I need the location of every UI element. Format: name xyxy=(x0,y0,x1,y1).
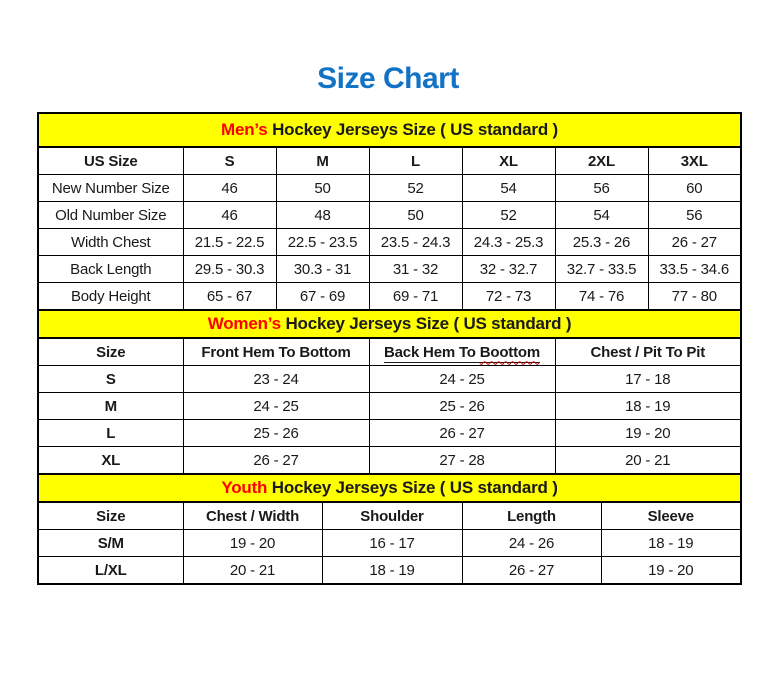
table-row xyxy=(38,557,741,585)
size-cell: 21.5 - 22.5 xyxy=(183,229,276,256)
size-cell: 19 - 20 xyxy=(555,420,741,447)
row-label: New Number Size xyxy=(38,175,183,202)
size-cell: 52 xyxy=(369,175,462,202)
youth-size-table xyxy=(37,473,742,585)
size-cell: 69 - 71 xyxy=(369,283,462,311)
size-cell: 23.5 - 24.3 xyxy=(369,229,462,256)
size-cell: 50 xyxy=(276,175,369,202)
table-row xyxy=(38,175,741,202)
size-cell: 23 - 24 xyxy=(183,366,369,393)
size-cell: 25 - 26 xyxy=(183,420,369,447)
size-cell: 26 - 27 xyxy=(369,420,555,447)
page-title: Size Chart xyxy=(317,62,459,95)
size-cell: 25 - 26 xyxy=(369,393,555,420)
youth-banner-highlight: Youth xyxy=(221,478,268,497)
column-header: M xyxy=(276,147,369,175)
size-cell: 72 - 73 xyxy=(462,283,555,311)
column-header: Size xyxy=(38,502,183,530)
size-cell: 19 - 20 xyxy=(183,530,322,557)
size-cell: 54 xyxy=(555,202,648,229)
table-row xyxy=(38,283,741,311)
womens-banner-highlight: Women’s xyxy=(207,314,281,333)
row-label: Body Height xyxy=(38,283,183,311)
mens-banner-row xyxy=(38,113,741,147)
row-label: L xyxy=(38,420,183,447)
table-row xyxy=(38,366,741,393)
size-cell: 65 - 67 xyxy=(183,283,276,311)
size-cell: 77 - 80 xyxy=(648,283,741,311)
table-row xyxy=(38,393,741,420)
row-label: S/M xyxy=(38,530,183,557)
column-header xyxy=(369,338,555,366)
row-label: Old Number Size xyxy=(38,202,183,229)
size-cell: 24 - 25 xyxy=(369,366,555,393)
column-header: XL xyxy=(462,147,555,175)
size-cell: 46 xyxy=(183,175,276,202)
size-cell: 17 - 18 xyxy=(555,366,741,393)
header-text: Back Hem To xyxy=(384,343,480,361)
size-cell: 16 - 17 xyxy=(322,530,462,557)
row-label: L/XL xyxy=(38,557,183,585)
size-cell: 54 xyxy=(462,175,555,202)
column-header: Chest / Width xyxy=(183,502,322,530)
youth-banner xyxy=(38,474,741,502)
size-cell: 22.5 - 23.5 xyxy=(276,229,369,256)
youth-banner-text: Hockey Jerseys Size ( US standard ) xyxy=(267,478,558,497)
size-cell: 24 - 26 xyxy=(462,530,601,557)
size-cell: 30.3 - 31 xyxy=(276,256,369,283)
row-label: Back Length xyxy=(38,256,183,283)
size-cell: 60 xyxy=(648,175,741,202)
column-header: S xyxy=(183,147,276,175)
size-cell: 32.7 - 33.5 xyxy=(555,256,648,283)
size-cell: 18 - 19 xyxy=(601,530,741,557)
size-cell: 26 - 27 xyxy=(462,557,601,585)
column-header: Chest / Pit To Pit xyxy=(555,338,741,366)
size-cell: 27 - 28 xyxy=(369,447,555,475)
size-cell: 29.5 - 30.3 xyxy=(183,256,276,283)
column-header: Size xyxy=(38,338,183,366)
size-cell: 25.3 - 26 xyxy=(555,229,648,256)
row-label: XL xyxy=(38,447,183,475)
size-cell: 52 xyxy=(462,202,555,229)
table-row xyxy=(38,202,741,229)
misspelled-word: Boottom xyxy=(479,343,540,361)
column-header: 2XL xyxy=(555,147,648,175)
table-row xyxy=(38,420,741,447)
row-label: Width Chest xyxy=(38,229,183,256)
size-cell: 18 - 19 xyxy=(322,557,462,585)
womens-header-row xyxy=(38,338,741,366)
table-row xyxy=(38,256,741,283)
mens-banner-highlight: Men’s xyxy=(221,120,268,139)
size-cell: 18 - 19 xyxy=(555,393,741,420)
size-cell: 48 xyxy=(276,202,369,229)
mens-size-table xyxy=(37,112,742,311)
womens-banner xyxy=(38,310,741,338)
table-row xyxy=(38,229,741,256)
column-header: Front Hem To Bottom xyxy=(183,338,369,366)
row-label: S xyxy=(38,366,183,393)
size-cell: 46 xyxy=(183,202,276,229)
size-cell: 24 - 25 xyxy=(183,393,369,420)
size-cell: 19 - 20 xyxy=(601,557,741,585)
size-cell: 26 - 27 xyxy=(648,229,741,256)
column-header: 3XL xyxy=(648,147,741,175)
size-chart xyxy=(37,112,740,585)
column-header: Shoulder xyxy=(322,502,462,530)
size-cell: 50 xyxy=(369,202,462,229)
size-cell: 32 - 32.7 xyxy=(462,256,555,283)
mens-banner-text: Hockey Jerseys Size ( US standard ) xyxy=(267,120,558,139)
size-cell: 56 xyxy=(555,175,648,202)
mens-header-row xyxy=(38,147,741,175)
size-cell: 26 - 27 xyxy=(183,447,369,475)
table-row xyxy=(38,447,741,475)
underlined-header xyxy=(384,344,540,363)
column-header: US Size xyxy=(38,147,183,175)
size-cell: 20 - 21 xyxy=(555,447,741,475)
column-header: L xyxy=(369,147,462,175)
youth-header-row xyxy=(38,502,741,530)
mens-banner xyxy=(38,113,741,147)
column-header: Sleeve xyxy=(601,502,741,530)
table-row xyxy=(38,530,741,557)
size-cell: 20 - 21 xyxy=(183,557,322,585)
size-cell: 33.5 - 34.6 xyxy=(648,256,741,283)
size-cell: 67 - 69 xyxy=(276,283,369,311)
youth-banner-row xyxy=(38,474,741,502)
column-header: Length xyxy=(462,502,601,530)
womens-banner-row xyxy=(38,310,741,338)
size-cell: 56 xyxy=(648,202,741,229)
size-cell: 24.3 - 25.3 xyxy=(462,229,555,256)
size-cell: 31 - 32 xyxy=(369,256,462,283)
womens-size-table xyxy=(37,309,742,475)
row-label: M xyxy=(38,393,183,420)
womens-banner-text: Hockey Jerseys Size ( US standard ) xyxy=(280,314,572,333)
size-cell: 74 - 76 xyxy=(555,283,648,311)
